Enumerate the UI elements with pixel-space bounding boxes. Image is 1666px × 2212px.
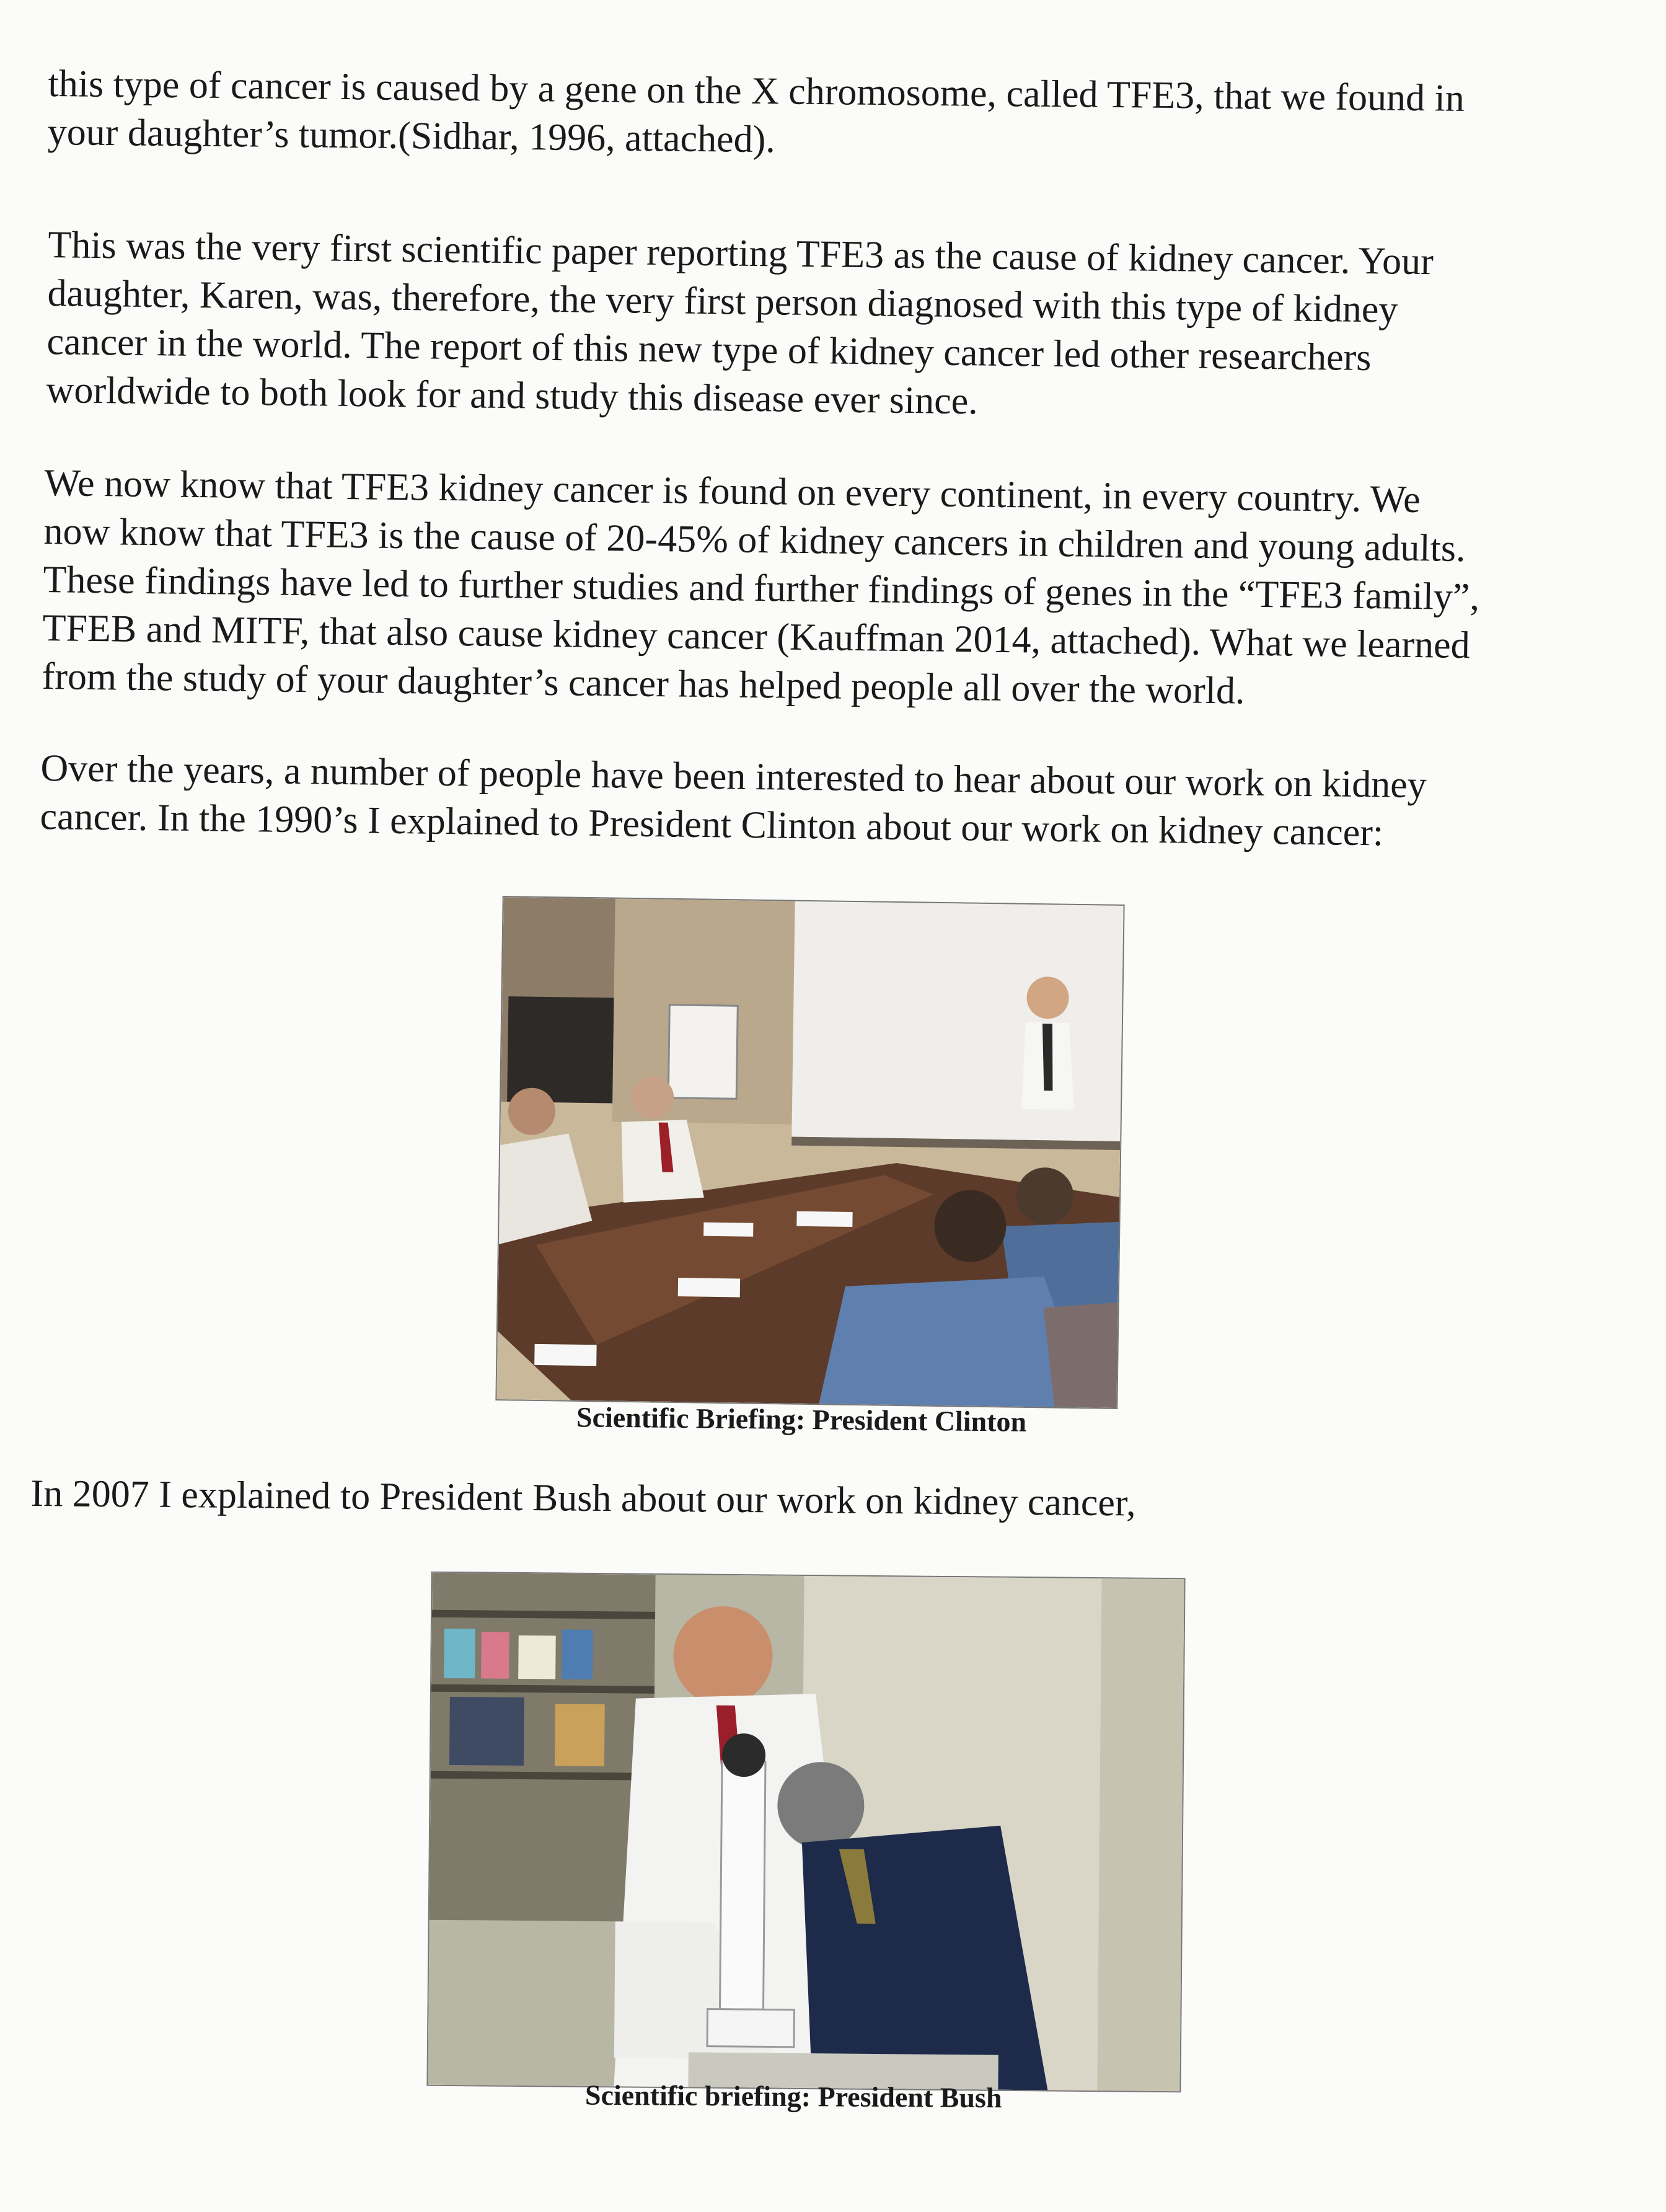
photo-bush-briefing (426, 1572, 1185, 2093)
paragraph-clinton-intro (40, 744, 1427, 857)
caption-clinton: Scientific Briefing: President Clinton (576, 1401, 1027, 1438)
text-line: cancer in the world. The report of this new type of kidney cancer led other researchers (46, 320, 1372, 379)
paragraph-bush-intro (30, 1469, 1136, 1528)
text-line: This was the very first scientific paper reporting TFE3 as the cause of kidney cancer. Your (48, 223, 1434, 283)
text-line: We now know that TFE3 kidney cancer is found on every continent, in every country. We (44, 461, 1421, 521)
text-line: TFEB and MITF, that also cause kidney cancer (Kauffman 2014, attached). What we learned (42, 606, 1471, 667)
text-line: this type of cancer is caused by a gene on the X chromosome, called TFE3, that we found in (48, 62, 1465, 120)
paragraph-tfe3-gene (47, 60, 1465, 171)
text-line: cancer. In the 1990’s I explained to President Clinton about our work on kidney cancer: (40, 795, 1384, 854)
paragraph-first-paper (46, 221, 1434, 431)
text-line: In 2007 I explained to President Bush about our work on kidney cancer, (30, 1472, 1136, 1524)
conference-room-photo (496, 897, 1123, 1408)
laboratory-photo (428, 1573, 1184, 2092)
text-line: from the study of your daughter’s cancer has helped people all over the world. (42, 655, 1245, 712)
text-line: now know that TFE3 is the cause of 20-45% of kidney cancers in children and young adults. (43, 510, 1466, 570)
text-line: worldwide to both look for and study this disease ever since. (46, 368, 979, 423)
text-line: Over the years, a number of people have been interested to hear about our work on kidney (40, 746, 1427, 807)
paragraph-worldwide-findings (42, 459, 1481, 718)
text-line: These findings have led to further studies and further findings of genes in the “TFE3 family”, (43, 558, 1480, 619)
caption-bush: Scientific briefing: President Bush (584, 2079, 1002, 2114)
text-line: daughter, Karen, was, therefore, the very first person diagnosed with this type of kidney (47, 272, 1398, 331)
photo-clinton-briefing (495, 896, 1124, 1409)
text-line: your daughter’s tumor.(Sidhar, 1996, attached). (47, 110, 776, 161)
